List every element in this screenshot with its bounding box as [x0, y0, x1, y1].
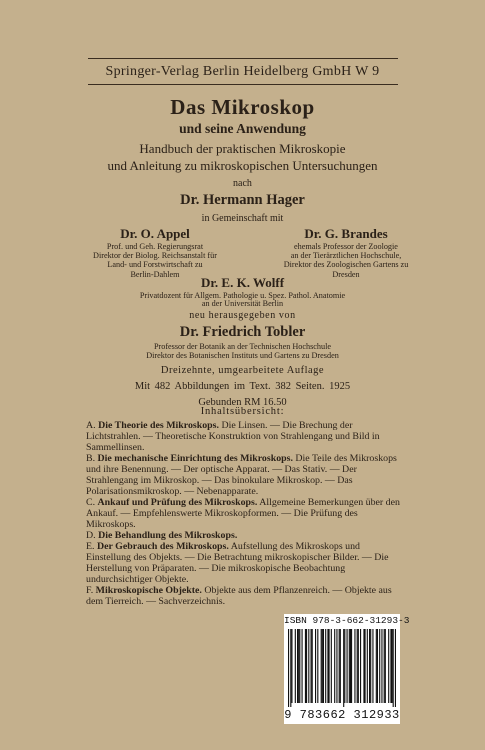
contents-prefix: E.: [86, 541, 95, 552]
editor-desc-2: Direktor des Botanischen Instituts und Gartens zu Dresden: [146, 351, 339, 360]
barcode-bar: [347, 629, 348, 703]
barcode-bar: [311, 629, 312, 703]
barcode-bar: [295, 629, 296, 703]
contents-heading-text: Die Behandlung des Mikroskops.: [98, 530, 238, 541]
barcode-bar: [317, 629, 318, 703]
contents-prefix: F.: [86, 585, 94, 596]
coauthor-line: Land- und Forstwirtschaft zu: [107, 260, 203, 270]
barcode-bar: [290, 629, 291, 707]
editor-label: neu herausgegeben von: [189, 310, 296, 321]
contents-heading-text: Mikroskopische Objekte.: [95, 585, 202, 596]
coauthor-line: Direktor des Zoologischen Gartens zu: [283, 260, 409, 270]
gemeinschaft-label: in Gemeinschaft mit: [201, 213, 284, 224]
barcode-bars: [288, 629, 396, 707]
contents-text: Objekte aus dem Pflanzenreich. — Objekte aus dem Tierreich. — Sachverzeichnis.: [86, 585, 392, 607]
coauthor-line: Berlin-Dahlem: [130, 269, 180, 279]
contents-item: [86, 530, 404, 541]
book-subtitle: und seine Anwendung: [179, 121, 306, 136]
description-line-2: und Anleitung zu mikroskopischen Untersuchungen: [107, 158, 378, 173]
contents-text: Die Teile des Mikroskops und ihre Benennung. — Der optische Apparat. — Das Stativ. — Der Strahlengang im Mikroskop. — Das binokulare Mikroskop. — Das Polarisationsmikroskop. — Nebenapparate.: [86, 453, 397, 497]
coauthor-name: Dr. O. Appel: [120, 226, 190, 241]
barcode-bar: [358, 629, 359, 703]
barcode-bar: [377, 629, 378, 703]
coauthor-line: Dresden: [332, 269, 360, 279]
barcode-bar: [350, 629, 351, 703]
coauthor-line: an der Tierärztlichen Hochschule,: [290, 251, 402, 261]
barcode-bar: [370, 629, 371, 703]
barcode-bar: [306, 629, 307, 703]
nach-label: nach: [233, 178, 252, 189]
barcode-bar: [388, 629, 389, 703]
contents-prefix: C.: [86, 497, 96, 508]
description-line-1: Handbuch der praktischen Mikroskopie: [139, 141, 346, 156]
barcode-bar: [331, 629, 332, 703]
coauthor-wolff-desc-line-2: an der Universität Berlin: [201, 299, 284, 308]
coauthor-brandes: [262, 226, 430, 279]
contents-heading-text: Ankauf und Prüfung des Mikroskops.: [97, 497, 258, 508]
isbn-barcode: [284, 614, 410, 724]
contents-prefix: B.: [86, 453, 96, 464]
contents-heading-text: Die Theorie des Mikroskops.: [98, 420, 219, 431]
barcode-bar: [363, 629, 364, 703]
barcode-bar: [343, 629, 344, 707]
coauthor-name: Dr. G. Brandes: [304, 226, 388, 241]
barcode-bar: [393, 629, 394, 707]
contents-heading: Inhaltsübersicht:: [200, 406, 285, 417]
barcode-bar: [327, 629, 328, 703]
barcode-bar: [365, 629, 366, 703]
top-rule: [88, 58, 398, 59]
coauthor-appel: [80, 226, 230, 279]
barcode-bar: [349, 629, 350, 703]
barcode-bar: [367, 629, 368, 703]
barcode-bar: [302, 629, 303, 703]
barcode-bar: [305, 629, 306, 703]
contents-text: Die Linsen. — Die Brechung der Lichtstrahlen. — Theoretische Konstruktion von Strahlengang und Bild in Sammellinsen.: [86, 420, 380, 453]
edition-line: Dreizehnte, umgearbeitete Auflage: [160, 365, 325, 376]
barcode-bar: [379, 629, 380, 703]
barcode-bar: [369, 629, 370, 703]
publisher-rule: [88, 84, 398, 85]
barcode-bar: [372, 629, 373, 703]
table-of-contents: [86, 420, 404, 607]
barcode-bar: [340, 629, 341, 703]
barcode-bar: [315, 629, 316, 703]
contents-item: [86, 420, 404, 453]
barcode-bar: [385, 629, 386, 703]
barcode-number: 9 783662 312933: [284, 708, 400, 722]
barcode-bar: [351, 629, 352, 703]
coauthor-wolff-desc-line-1: Privatdozent für Allgem. Pathologie u. Spez. Pathol. Anatomie: [139, 291, 346, 300]
contents-text: Allgemeine Bemerkungen über den Ankauf. — Empfehlenswerte Mikroskopformen. — Die Prüfung des Mikroskops.: [86, 497, 400, 530]
main-author: Dr. Hermann Hager: [180, 192, 305, 208]
barcode-bar: [291, 629, 292, 703]
barcode-bar: [384, 629, 385, 703]
barcode-bar: [357, 629, 358, 703]
coauthor-line: Prof. und Geh. Regierungsrat: [106, 242, 204, 251]
barcode-bar: [339, 629, 340, 703]
barcode-bar: [392, 629, 393, 703]
editor-desc-1: Professor der Botanik an der Technischen Hochschule: [153, 342, 332, 351]
barcode-bar: [334, 629, 335, 703]
barcode-bar: [395, 629, 396, 707]
contents-item: [86, 453, 404, 497]
barcode-bar: [336, 629, 337, 703]
coauthor-line: Direktor der Biolog. Reichsanstalt für: [93, 251, 217, 261]
publisher-line: Springer-Verlag Berlin Heidelberg GmbH W 9: [105, 64, 380, 79]
barcode-bar: [360, 629, 361, 703]
coauthor-wolff-name: Dr. E. K. Wolff: [200, 275, 285, 290]
book-title: Das Mikroskop: [170, 95, 315, 119]
barcode-bar: [297, 629, 298, 703]
barcode-bar: [312, 629, 313, 703]
contents-prefix: D.: [86, 530, 96, 541]
barcode-bar: [325, 629, 326, 703]
isbn-label: ISBN 978-3-662-31293-3: [284, 615, 410, 626]
barcode-bar: [354, 629, 355, 703]
barcode-bar: [381, 629, 382, 703]
contents-item: [86, 541, 404, 585]
barcode-bar: [321, 629, 322, 703]
barcode-bar: [308, 629, 309, 703]
editor-name: Dr. Friedrich Tobler: [179, 324, 306, 340]
barcode-bar: [344, 629, 345, 703]
coauthor-line: ehemals Professor der Zoologie: [294, 242, 398, 251]
barcode-bar: [299, 629, 300, 703]
barcode-bar: [323, 629, 324, 703]
contents-item: [86, 585, 404, 607]
barcode-bar: [288, 629, 289, 707]
coauthor-wolff-desc: [0, 291, 485, 308]
barcode-bar: [298, 629, 299, 703]
contents-prefix: A.: [86, 420, 96, 431]
barcode-bar: [322, 629, 323, 703]
barcode-bar: [376, 629, 377, 703]
price-line: Gebunden RM 16.50: [198, 397, 287, 408]
contents-item: [86, 497, 404, 530]
barcode-bar: [390, 629, 391, 703]
illustrations-line: Mit 482 Abbildungen im Text. 382 Seiten. 1925: [134, 381, 351, 392]
contents-text: Aufstellung des Mikroskops und Einstellung des Objekts. — Die Betrachtung mikroskopischer Bilder. — Die Herstellung von Präparaten. — Die mikroskopische Beobachtung undurchsichtiger Objekte.: [86, 541, 389, 585]
contents-heading-text: Die mechanische Einrichtung des Mikroskops.: [97, 453, 293, 464]
barcode-bar: [329, 629, 330, 703]
contents-heading-text: Der Gebrauch des Mikroskops.: [96, 541, 229, 552]
